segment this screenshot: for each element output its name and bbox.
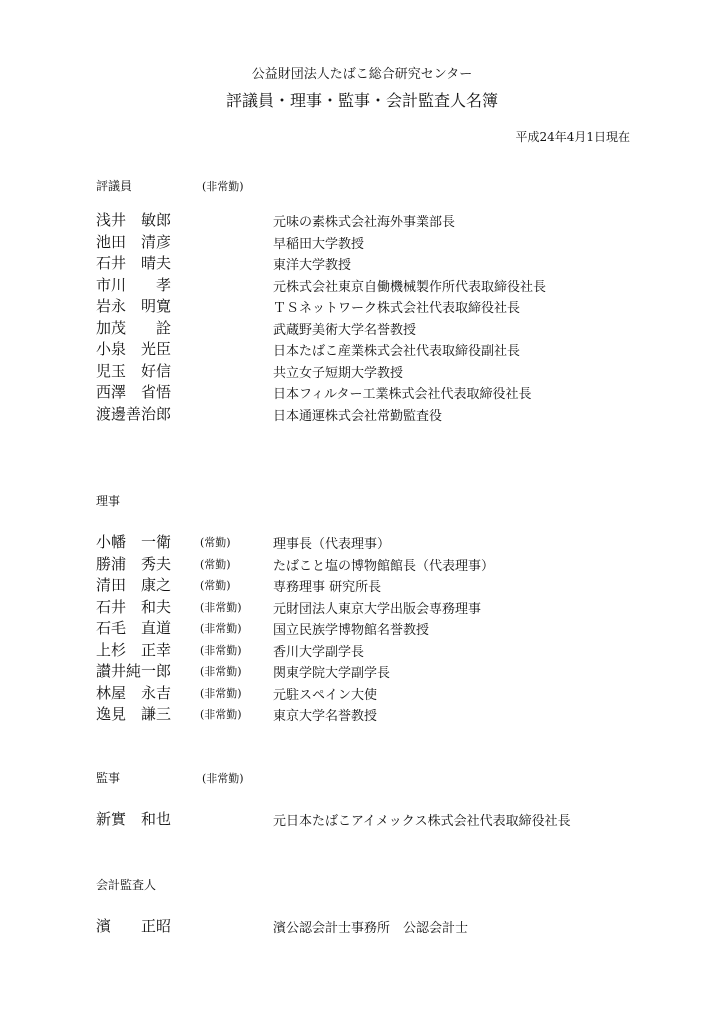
member-name: 濱 正昭 <box>96 917 172 935</box>
auditor-row <box>96 808 696 830</box>
councilor-row <box>96 231 696 253</box>
member-name: 小泉 光臣 <box>96 340 172 358</box>
member-title: 東洋大学教授 <box>273 258 352 273</box>
directors-section <box>96 492 696 725</box>
employment-status: (非常勤) <box>200 665 242 678</box>
member-name: 岩永 明寛 <box>96 297 172 315</box>
director-row <box>96 553 696 575</box>
councilor-row <box>96 274 696 296</box>
director-row <box>96 639 696 661</box>
councilors-status: (非常勤) <box>202 180 244 193</box>
director-row <box>96 574 696 596</box>
directors-heading: 理事 <box>96 494 121 508</box>
employment-status: (常勤) <box>200 579 231 592</box>
accounting-auditor-heading: 会計監査人 <box>96 878 157 892</box>
director-row <box>96 596 696 618</box>
member-name: 石井 晴夫 <box>96 254 172 272</box>
employment-status: (非常勤) <box>200 600 242 614</box>
member-title: 東京大学名誉教授 <box>273 709 378 724</box>
councilor-row <box>96 209 696 231</box>
councilor-row <box>96 252 696 274</box>
member-name: 逸見 謙三 <box>96 705 172 723</box>
councilors-heading: 評議員 <box>96 179 133 193</box>
member-title: 元財団法人東京大学出版会専務理事 <box>273 601 482 617</box>
councilor-row <box>96 338 696 360</box>
councilors-header <box>96 177 696 199</box>
councilors-section <box>96 177 696 424</box>
member-title: 元日本たばこアイメックス株式会社代表取締役社長 <box>273 814 571 829</box>
member-name: 加茂 詮 <box>96 318 172 337</box>
member-title: 元駐スペイン大使 <box>273 687 378 703</box>
director-row <box>96 660 696 682</box>
member-title: 日本フィルター工業株式会社代表取締役社長 <box>273 387 532 402</box>
employment-status: (常勤) <box>200 536 231 549</box>
member-title: 日本たばこ産業株式会社代表取締役副社長 <box>273 344 521 359</box>
employment-status: (非常勤) <box>200 708 242 721</box>
as-of-date: 平成24年4月1日現在 <box>515 130 630 144</box>
member-title: 国立民族学博物館名誉教授 <box>273 623 430 638</box>
directors-header <box>96 492 696 514</box>
employment-status: (常勤) <box>200 557 231 571</box>
accounting-auditor-row <box>96 915 696 937</box>
employment-status: (非常勤) <box>200 622 242 635</box>
member-name: 勝浦 秀夫 <box>96 554 172 573</box>
member-name: 石井 和夫 <box>96 597 172 616</box>
employment-status: (非常勤) <box>200 686 242 700</box>
member-title: 香川大学副学長 <box>273 644 365 660</box>
member-name: 西澤 省悟 <box>96 383 172 401</box>
councilor-row <box>96 317 696 339</box>
member-title: 元株式会社東京自働機械製作所代表取締役社長 <box>273 279 547 295</box>
director-row <box>96 617 696 639</box>
member-title: 理事長（代表理事） <box>273 537 391 552</box>
member-name: 浅井 敏郎 <box>96 211 172 229</box>
member-title: 日本通運株式会社常勤監査役 <box>273 408 443 424</box>
member-name: 市川 孝 <box>96 275 172 294</box>
document-title: 評議員・理事・監事・会計監査人名簿 <box>225 91 498 110</box>
accounting-auditor-section <box>96 876 696 937</box>
auditors-heading: 監事 <box>96 771 121 785</box>
auditors-section <box>96 769 696 830</box>
councilor-row <box>96 360 696 382</box>
councilor-row <box>96 381 696 403</box>
organization-name: 公益財団法人たばこ総合研究センター <box>251 67 473 82</box>
member-name: 渡邊善治郎 <box>96 404 172 423</box>
councilor-row <box>96 403 696 425</box>
member-title: 共立女子短期大学教授 <box>273 365 404 381</box>
employment-status: (非常勤) <box>200 643 242 657</box>
member-name: 上杉 正幸 <box>96 640 172 659</box>
member-name: 林屋 永吉 <box>96 683 172 702</box>
member-title: 濱公認会計士事務所 公認会計士 <box>273 921 469 936</box>
director-row <box>96 531 696 553</box>
accounting-auditor-header <box>96 876 696 898</box>
member-title: ＴＳネットワーク株式会社代表取締役社長 <box>273 301 521 316</box>
member-name: 新實 和也 <box>96 810 172 828</box>
member-name: 清田 康之 <box>96 576 172 594</box>
member-name: 石毛 直道 <box>96 619 172 637</box>
auditors-header <box>96 769 696 791</box>
member-title: 武蔵野美術大学名誉教授 <box>273 322 417 338</box>
member-title: 専務理事 研究所長 <box>273 580 382 595</box>
member-title: 元味の素株式会社海外事業部長 <box>273 215 456 230</box>
member-name: 児玉 好信 <box>96 361 172 380</box>
member-title: たばこと塩の博物館館長（代表理事） <box>273 558 495 574</box>
member-title: 早稲田大学教授 <box>273 236 365 252</box>
member-name: 讃井純一郎 <box>96 662 172 680</box>
auditors-status: (非常勤) <box>202 772 244 785</box>
director-row <box>96 682 696 704</box>
member-title: 関東学院大学副学長 <box>273 666 391 681</box>
member-name: 池田 清彦 <box>96 232 172 251</box>
member-name: 小幡 一衛 <box>96 533 172 551</box>
councilor-row <box>96 295 696 317</box>
director-row <box>96 703 696 725</box>
